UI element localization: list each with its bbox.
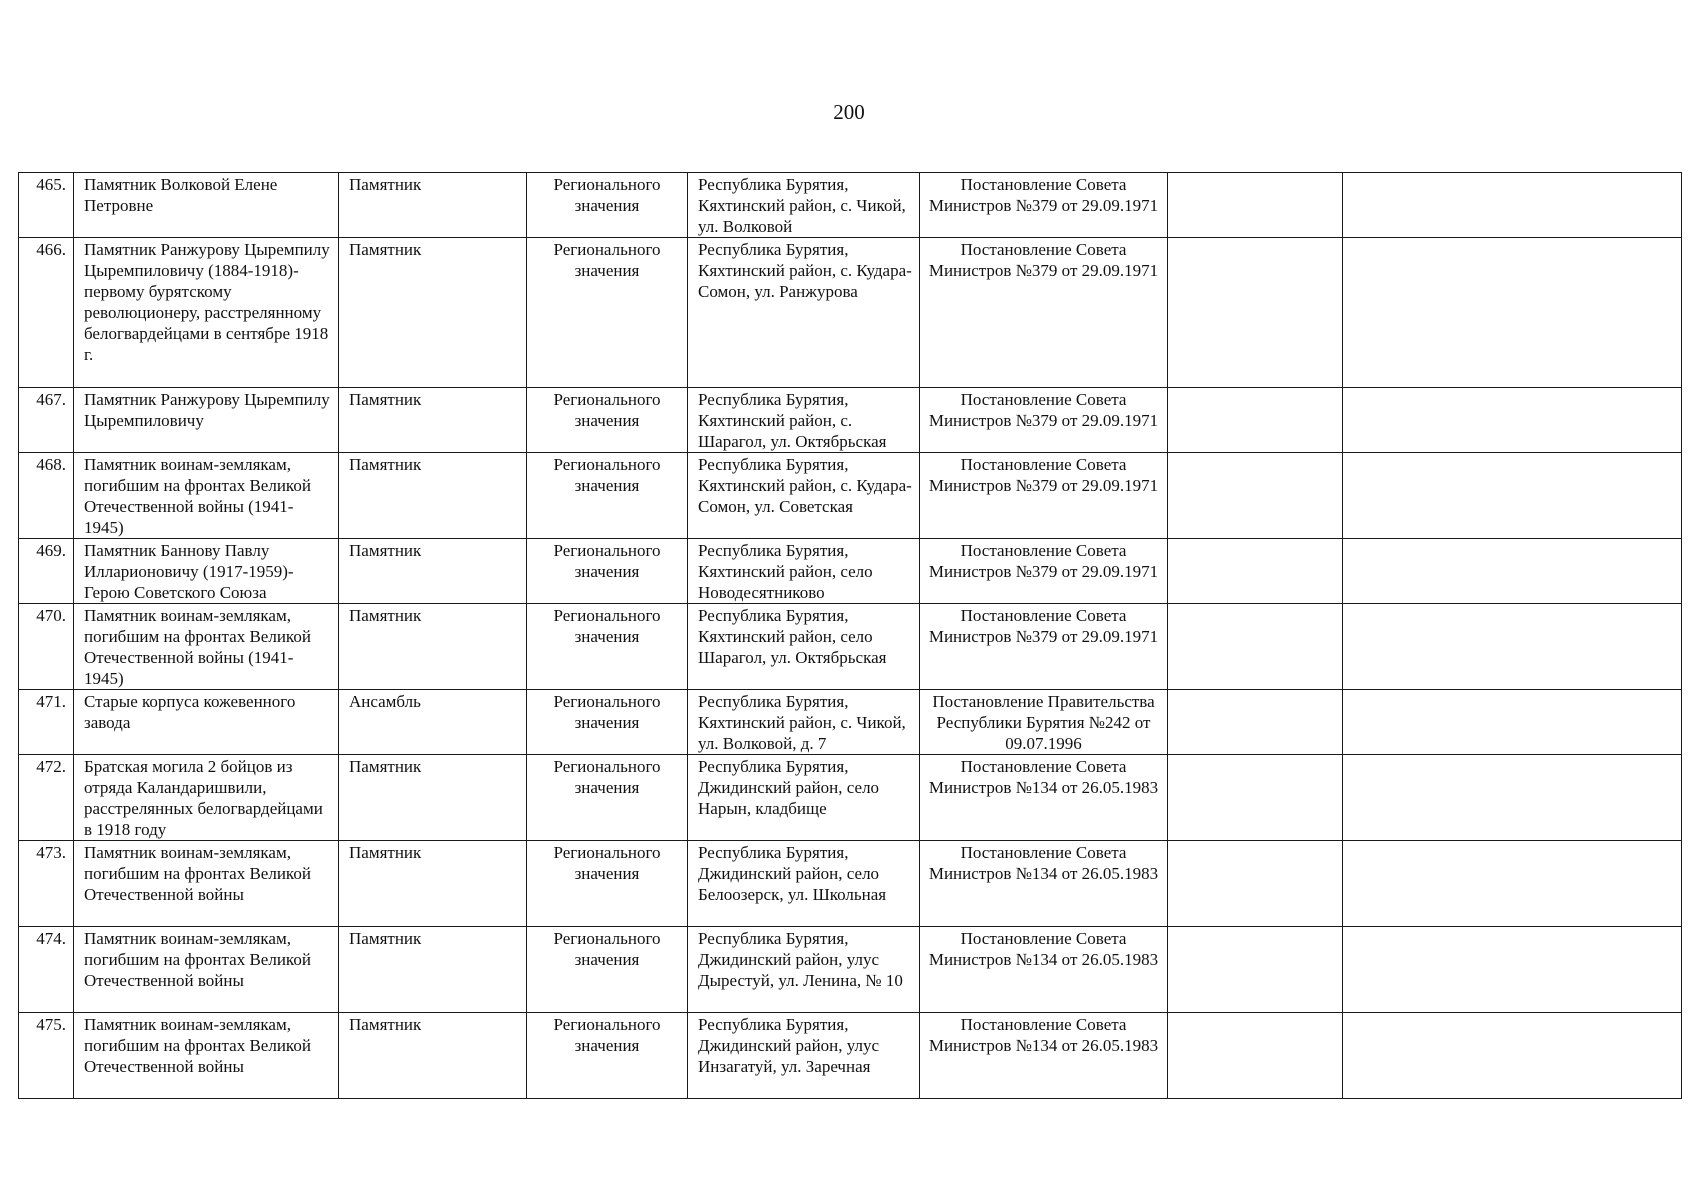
document-cell [920, 453, 1168, 539]
row-number-cell [19, 238, 74, 388]
document: Постановление Совета Министров №134 от 26.05.1983 [928, 843, 1159, 883]
location-cell [688, 238, 920, 388]
object-type: Памятник [349, 929, 422, 948]
document: Постановление Совета Министров №379 от 29.09.1971 [928, 175, 1159, 215]
category: Регионального значения [553, 843, 661, 883]
row-number: 467. [36, 390, 66, 409]
document: Постановление Совета Министров №134 от 26.05.1983 [928, 929, 1159, 969]
location: Республика Бурятия, Джидинский район, улус Инзагатуй, ул. Заречная [698, 1015, 880, 1076]
location: Республика Бурятия, Кяхтинский район, с. Кудара-Сомон, ул. Ранжурова [698, 240, 912, 301]
object-type: Памятник [349, 455, 422, 474]
location-cell [688, 1013, 920, 1099]
document: Постановление Совета Министров №379 от 29.09.1971 [928, 455, 1159, 495]
object-name-cell [74, 927, 339, 1013]
object-name-cell [74, 690, 339, 755]
extra-cell-1 [1168, 927, 1343, 1013]
object-name: Памятник воинам-землякам, погибшим на фронтах Великой Отечественной войны (1941-1945) [84, 455, 311, 537]
category-cell [527, 453, 688, 539]
object-name-cell [74, 238, 339, 388]
category: Регионального значения [553, 541, 661, 581]
extra-cell-1 [1168, 755, 1343, 841]
location: Республика Бурятия, Кяхтинский район, с. Шарагол, ул. Октябрьская [698, 390, 887, 451]
document-cell [920, 173, 1168, 238]
object-name-cell [74, 539, 339, 604]
extra-cell-2 [1343, 238, 1682, 388]
extra-cell-1 [1168, 453, 1343, 539]
object-name: Памятник Ранжурову Цыремпилу Цыремпиловичу (1884-1918)-первому бурятскому революционеру, расстрелянному белогвардейцами в сентябре 1918 г. [84, 240, 330, 364]
document: Постановление Совета Министров №379 от 29.09.1971 [928, 606, 1159, 646]
category-cell [527, 690, 688, 755]
object-type: Памятник [349, 175, 422, 194]
table-row [19, 690, 1682, 755]
extra-cell-2 [1343, 453, 1682, 539]
object-type-cell [339, 539, 527, 604]
object-name-cell [74, 841, 339, 927]
row-number: 471. [36, 692, 66, 711]
category-cell [527, 604, 688, 690]
extra-cell-1 [1168, 238, 1343, 388]
row-number-cell [19, 755, 74, 841]
category: Регионального значения [553, 175, 661, 215]
location-cell [688, 755, 920, 841]
object-name-cell [74, 388, 339, 453]
location: Республика Бурятия, Джидинский район, село Белоозерск, ул. Школьная [698, 843, 887, 904]
object-type-cell [339, 1013, 527, 1099]
category-cell [527, 755, 688, 841]
location: Республика Бурятия, Джидинский район, село Нарын, кладбище [698, 757, 880, 818]
row-number-cell [19, 604, 74, 690]
object-type-cell [339, 927, 527, 1013]
location-cell [688, 453, 920, 539]
extra-cell-2 [1343, 755, 1682, 841]
category: Регионального значения [553, 1015, 661, 1055]
extra-cell-2 [1343, 690, 1682, 755]
extra-cell-1 [1168, 1013, 1343, 1099]
category: Регионального значения [553, 390, 661, 430]
extra-cell-2 [1343, 539, 1682, 604]
location-cell [688, 841, 920, 927]
object-type: Памятник [349, 240, 422, 259]
extra-cell-1 [1168, 690, 1343, 755]
document-cell [920, 238, 1168, 388]
category-cell [527, 388, 688, 453]
object-name-cell [74, 604, 339, 690]
document: Постановление Совета Министров №134 от 26.05.1983 [928, 757, 1159, 797]
object-name: Братская могила 2 бойцов из отряда Каландаришвили, расстрелянных белогвардейцами в 1918 году [84, 757, 323, 839]
extra-cell-1 [1168, 173, 1343, 238]
row-number-cell [19, 453, 74, 539]
row-number: 472. [36, 757, 66, 776]
table-row [19, 388, 1682, 453]
row-number: 474. [36, 929, 66, 948]
document: Постановление Совета Министров №379 от 29.09.1971 [928, 390, 1159, 430]
table-row [19, 173, 1682, 238]
document: Постановление Правительства Республики Бурятия №242 от 09.07.1996 [932, 692, 1155, 753]
location-cell [688, 927, 920, 1013]
row-number: 473. [36, 843, 66, 862]
extra-cell-2 [1343, 927, 1682, 1013]
category: Регионального значения [553, 929, 661, 969]
document: Постановление Совета Министров №379 от 29.09.1971 [928, 240, 1159, 280]
row-number: 475. [36, 1015, 66, 1034]
object-name: Памятник воинам-землякам, погибшим на фронтах Великой Отечественной войны [84, 843, 311, 904]
category-cell [527, 539, 688, 604]
object-type-cell [339, 690, 527, 755]
row-number-cell [19, 388, 74, 453]
category-cell [527, 173, 688, 238]
object-name: Памятник Баннову Павлу Илларионовичу (1917-1959)- Герою Советского Союза [84, 541, 294, 602]
extra-cell-2 [1343, 841, 1682, 927]
extra-cell-2 [1343, 173, 1682, 238]
row-number-cell [19, 690, 74, 755]
object-type-cell [339, 173, 527, 238]
row-number-cell [19, 539, 74, 604]
object-type-cell [339, 755, 527, 841]
location-cell [688, 388, 920, 453]
row-number-cell [19, 173, 74, 238]
object-name: Памятник воинам-землякам, погибшим на фронтах Великой Отечественной войны [84, 929, 311, 990]
row-number: 466. [36, 240, 66, 259]
table-row [19, 1013, 1682, 1099]
object-type: Памятник [349, 843, 422, 862]
object-name-cell [74, 755, 339, 841]
document-cell [920, 927, 1168, 1013]
location: Республика Бурятия, Кяхтинский район, село Новодесятниково [698, 541, 873, 602]
object-name-cell [74, 453, 339, 539]
object-name: Памятник Ранжурову Цыремпилу Цыремпиловичу [84, 390, 330, 430]
category: Регионального значения [553, 757, 661, 797]
location-cell [688, 173, 920, 238]
document: Постановление Совета Министров №379 от 29.09.1971 [928, 541, 1159, 581]
category: Регионального значения [553, 606, 661, 646]
object-name: Памятник Волковой Елене Петровне [84, 175, 278, 215]
location: Республика Бурятия, Джидинский район, улус Дырестуй, ул. Ленина, № 10 [698, 929, 903, 990]
location: Республика Бурятия, Кяхтинский район, село Шарагол, ул. Октябрьская [698, 606, 887, 667]
document-cell [920, 604, 1168, 690]
category-cell [527, 927, 688, 1013]
object-type-cell [339, 841, 527, 927]
location-cell [688, 690, 920, 755]
object-name-cell [74, 1013, 339, 1099]
row-number: 465. [36, 175, 66, 194]
object-type: Памятник [349, 757, 422, 776]
document-cell [920, 388, 1168, 453]
monuments-registry-table [18, 172, 1682, 1099]
table-row [19, 238, 1682, 388]
category: Регионального значения [553, 692, 661, 732]
object-type-cell [339, 604, 527, 690]
location: Республика Бурятия, Кяхтинский район, с. Кудара-Сомон, ул. Советская [698, 455, 912, 516]
row-number-cell [19, 1013, 74, 1099]
extra-cell-2 [1343, 1013, 1682, 1099]
row-number: 470. [36, 606, 66, 625]
object-type-cell [339, 453, 527, 539]
table-row [19, 927, 1682, 1013]
document-cell [920, 539, 1168, 604]
category-cell [527, 841, 688, 927]
object-type-cell [339, 238, 527, 388]
location-cell [688, 604, 920, 690]
object-type-cell [339, 388, 527, 453]
row-number: 469. [36, 541, 66, 560]
document-cell [920, 1013, 1168, 1099]
category-cell [527, 1013, 688, 1099]
document-cell [920, 690, 1168, 755]
object-type: Памятник [349, 1015, 422, 1034]
document-cell [920, 841, 1168, 927]
document-cell [920, 755, 1168, 841]
table-row [19, 539, 1682, 604]
location: Республика Бурятия, Кяхтинский район, с. Чикой, ул. Волковой [698, 175, 906, 236]
location-cell [688, 539, 920, 604]
table-row [19, 453, 1682, 539]
object-type: Памятник [349, 390, 422, 409]
category: Регионального значения [553, 455, 661, 495]
extra-cell-1 [1168, 539, 1343, 604]
object-type: Памятник [349, 541, 422, 560]
location: Республика Бурятия, Кяхтинский район, с. Чикой, ул. Волковой, д. 7 [698, 692, 906, 753]
extra-cell-1 [1168, 388, 1343, 453]
object-name: Старые корпуса кожевенного завода [84, 692, 296, 732]
table-row [19, 841, 1682, 927]
page-number: 200 [833, 100, 865, 124]
registry-body [19, 173, 1682, 1099]
extra-cell-2 [1343, 388, 1682, 453]
table-row [19, 755, 1682, 841]
object-type: Ансамбль [349, 692, 421, 711]
row-number-cell [19, 841, 74, 927]
object-name: Памятник воинам-землякам, погибшим на фронтах Великой Отечественной войны [84, 1015, 311, 1076]
extra-cell-1 [1168, 604, 1343, 690]
document: Постановление Совета Министров №134 от 26.05.1983 [928, 1015, 1159, 1055]
table-row [19, 604, 1682, 690]
object-name: Памятник воинам-землякам, погибшим на фронтах Великой Отечественной войны (1941-1945) [84, 606, 311, 688]
category-cell [527, 238, 688, 388]
category: Регионального значения [553, 240, 661, 280]
extra-cell-1 [1168, 841, 1343, 927]
row-number: 468. [36, 455, 66, 474]
object-type: Памятник [349, 606, 422, 625]
extra-cell-2 [1343, 604, 1682, 690]
object-name-cell [74, 173, 339, 238]
row-number-cell [19, 927, 74, 1013]
